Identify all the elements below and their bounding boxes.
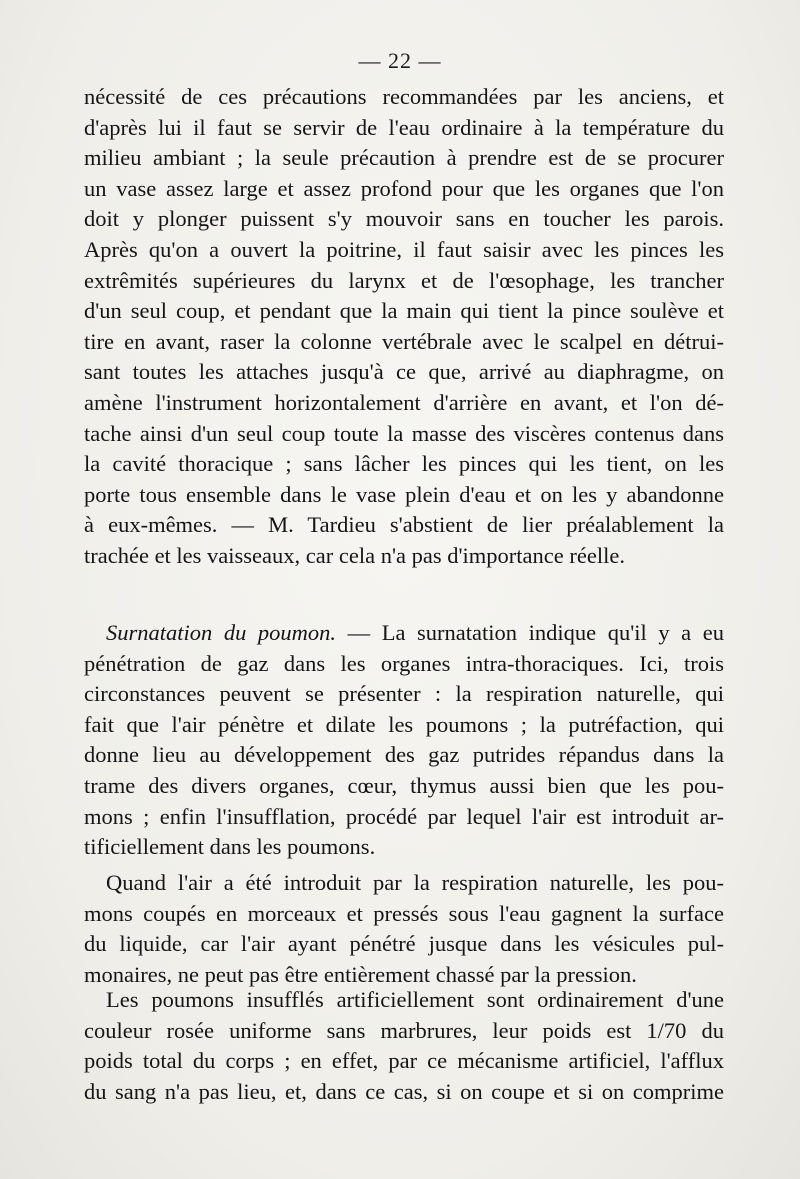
- text-line: Quand l'air a été introduit par la respiration naturelle, les pou-: [106, 870, 724, 895]
- text-line: milieu ambiant ; la seule précaution à prendre est de se procurer: [84, 145, 724, 171]
- section-first-line-text: — La surnatation indique qu'il y a eu: [336, 620, 724, 645]
- text-line: fait que l'air pénètre et dilate les poumons ; la putréfaction, qui: [84, 711, 724, 737]
- text-line: mons coupés en morceaux et pressés sous l'eau gagnent la surface: [84, 900, 724, 926]
- text-line: mons ; enfin l'insufflation, procédé par lequel l'air est introduit ar-: [84, 803, 724, 829]
- text-line: la cavité thoracique ; sans lâcher les pinces qui les tient, on les: [84, 451, 724, 477]
- text-line: sant toutes les attaches jusqu'à ce que, arrivé au diaphragme, on: [84, 359, 724, 385]
- text-line: donne lieu au développement des gaz putrides répandus dans la: [84, 742, 724, 768]
- paragraph-1: [84, 82, 724, 572]
- text-line: Après qu'on a ouvert la poitrine, il faut saisir avec les pinces les: [84, 236, 724, 262]
- text-line: poids total du corps ; en effet, par ce mécanisme artificiel, l'afflux: [84, 1048, 724, 1074]
- page-number: — 22 —: [358, 48, 442, 73]
- text-line: monaires, ne peut pas être entièrement chassé par la pression.: [84, 961, 637, 987]
- text-line: tificiellement dans les poumons.: [84, 834, 376, 860]
- text-line: à eux-mêmes. — M. Tardieu s'abstient de lier préalablement la: [84, 512, 724, 538]
- text-line: d'un seul coup, et pendant que la main qui tient la pince soulève et: [84, 298, 724, 324]
- text-line: d'après lui il faut se servir de l'eau ordinaire à la température du: [84, 114, 724, 140]
- text-line: extrêmités supérieures du larynx et de l'œsophage, les trancher: [84, 267, 724, 293]
- section-heading: Surnatation du poumon.: [106, 620, 337, 645]
- paragraph-3: [84, 868, 724, 990]
- text-line: nécessité de ces précautions recommandées par les anciens, et: [84, 84, 724, 109]
- text-line: du sang n'a pas lieu, et, dans ce cas, si on coupe et si on comprime: [84, 1078, 724, 1104]
- text-line: circonstances peuvent se présenter : la respiration naturelle, qui: [84, 681, 724, 707]
- text-line: porte tous ensemble dans le vase plein d'eau et on les y abandonne: [84, 481, 724, 507]
- text-line: amène l'instrument horizontalement d'arrière en avant, et l'on dé-: [84, 389, 724, 415]
- text-line: Les poumons insufflés artificiellement sont ordinairement d'une: [106, 987, 724, 1012]
- paragraph-2: [84, 618, 724, 863]
- text-line: un vase assez large et assez profond pour que les organes que l'on: [84, 175, 724, 201]
- text-line: doit y plonger puissent s'y mouvoir sans en toucher les parois.: [84, 206, 724, 232]
- text-line: pénétration de gaz dans les organes intra-thoraciques. Ici, trois: [84, 650, 724, 676]
- text-line: tache ainsi d'un seul coup toute la masse des viscères contenus dans: [84, 420, 724, 446]
- text-line: trachée et les vaisseaux, car cela n'a pas d'importance réelle.: [84, 542, 625, 568]
- paragraph-4: [84, 985, 724, 1107]
- text-line: tire en avant, raser la colonne vertébrale avec le scalpel en détrui-: [84, 328, 724, 354]
- section-first-line: [84, 618, 724, 649]
- text-line: couleur rosée uniforme sans marbrures, leur poids est 1/70 du: [84, 1017, 724, 1043]
- text-line: du liquide, car l'air ayant pénétré jusque dans les vésicules pul-: [84, 931, 724, 957]
- text-line: trame des divers organes, cœur, thymus aussi bien que les pou-: [84, 772, 724, 798]
